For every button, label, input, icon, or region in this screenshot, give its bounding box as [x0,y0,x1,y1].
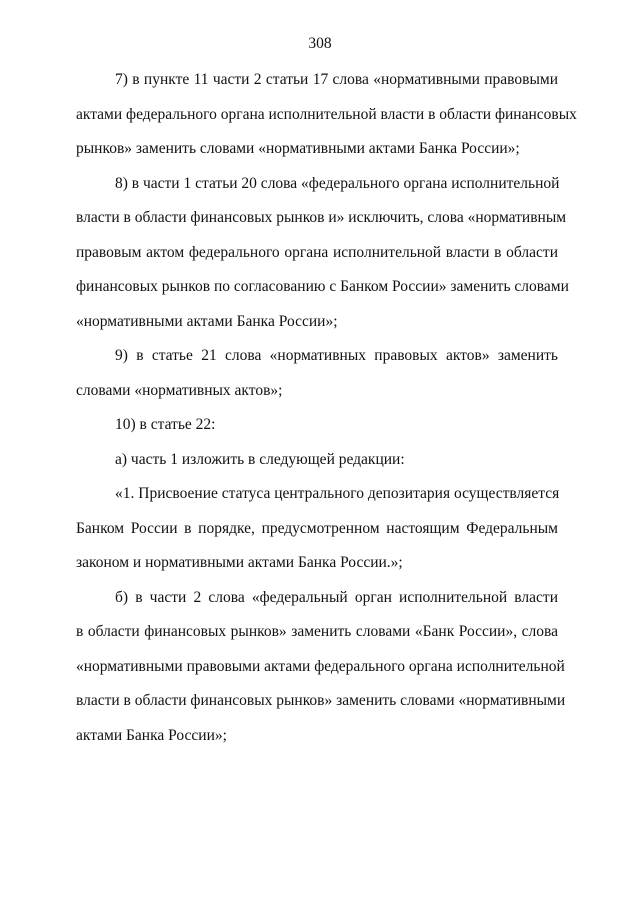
document-body [76,68,577,758]
paragraph-item-10b [76,586,566,759]
text-line: власти в области финансовых рынков» заменить словами «нормативными [76,692,566,709]
text-line: законом и нормативными актами Банка России.»; [76,554,403,571]
text-line: рынков» заменить словами «нормативными актами Банка России»; [76,140,520,157]
text-line: 7) в пункте 11 части 2 статьи 17 слова «нормативными правовыми [115,71,558,88]
text-line: Банком России в порядке, предусмотренном настоящим Федеральным [76,519,558,537]
paragraph-item-10a [76,448,558,483]
text-line: «нормативными актами Банка России»; [76,312,338,330]
text-line: 10) в статье 22: [115,416,216,433]
text-line: финансовых рынков по согласованию с Банком России» заменить словами [76,278,569,295]
text-line: в области финансовых рынков» заменить словами «Банк России», слова [76,623,558,640]
paragraph-item-9 [76,344,558,413]
text-line: правовым актом федерального органа исполнительной власти в области [76,243,558,261]
paragraph-item-10 [76,413,558,448]
text-line: 9) в статье 21 слова «нормативных правовых актов» заменить [115,347,558,364]
text-line: б) в части 2 слова «федеральный орган исполнительной власти [115,588,558,606]
paragraph-item-7 [76,68,577,172]
text-line: «1. Присвоение статуса центрального депозитария осуществляется [115,485,560,502]
paragraph-item-8 [76,172,569,345]
text-line: актами федерального органа исполнительной власти в области финансовых [76,105,577,123]
paragraph-item-10a-quote [76,482,558,586]
text-line: а) часть 1 изложить в следующей редакции: [115,450,405,468]
text-line: 8) в части 1 статьи 20 слова «федерального органа исполнительной [115,174,560,192]
text-line: словами «нормативных актов»; [76,381,283,399]
text-line: власти в области финансовых рынков и» исключить, слова «нормативным [76,209,567,226]
text-line: «нормативными правовыми актами федерального органа исполнительной [76,657,565,675]
text-line: актами Банка России»; [76,726,227,744]
page-number: 308 [308,35,332,52]
